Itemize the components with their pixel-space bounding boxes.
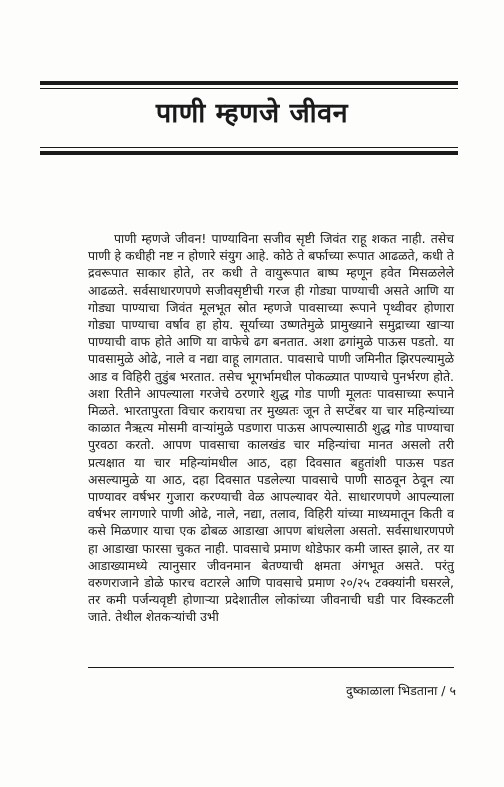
header-rule-thick <box>40 81 458 85</box>
footer-rule <box>88 667 454 668</box>
page-title: पाणी म्हणजे जीवन <box>155 98 349 129</box>
title-rule-thick <box>40 151 458 155</box>
page-footer: दुष्काळाला भिडताना / ५ <box>346 683 456 698</box>
title-rule-thin <box>40 147 458 148</box>
body-paragraph <box>88 230 454 626</box>
header-rule-thin <box>40 88 458 89</box>
paragraph-text: पाणी म्हणजे जीवन! पाण्याविना सजीव सृष्टी जिवंत राहू शकत नाही. तसेच पाणी हे कधीही नष्ट न होणारे संयुग आहे. कोठे ते बर्फाच्या रूपात आढळते, कधी ते द्रवरूपात साकार होते, तर कधी ते वायुरूपात बाष्प म्हणून हवेत मिसळलेले आढळते. सर्वसाधारणपणे सजीवसृष्टीची गरज ही गोड्या पाण्याची असते आणि या गोड्या पाण्याचा जिवंत मूलभूत स्रोत म्हणजे पावसाच्या रूपाने पृथ्वीवर होणारा गोड्या पाण्याचा वर्षाव हा होय. सूर्याच्या उष्णतेमुळे प्रामुख्याने समुद्राच्या खाऱ्या पाण्याची वाफ होते आणि या वाफेचे ढग बनतात. अशा ढगांमुळे पाऊस पडतो. या पावसामुळे ओढे, नाले व नद्या वाहू लागतात. पावसाचे पाणी जमिनीत झिरपल्यामुळे आड व विहिरी तुडुंब भरतात. तसेच भूगर्भामधील पोकळ्यात पाण्याचे पुनर्भरण होते. अशा रितीने आपल्याला गरजेचे ठरणारे शुद्ध गोड पाणी मूलतः पावसाच्या रूपाने मिळते. भारतापुरता विचार करायचा तर मुख्यतः जून ते सप्टेंबर या चार महिन्यांच्या काळात नैऋत्य मोसमी वाऱ्यांमुळे पडणारा पाऊस आपल्यासाठी शुद्ध गोड पाण्याचा पुरवठा करतो. आपण पावसाचा कालखंड चार महिन्यांचा मानत असलो तरी प्रत्यक्षात या चार महिन्यांमधील आठ, दहा दिवसात बहुतांशी पाऊस पडत असल्यामुळे या आठ, दहा दिवसात पडलेल्या पावसाचे पाणी साठवून ठेवून त्या पाण्यावर वर्षभर गुजारा करण्याची वेळ आपल्यावर येते. साधारणपणे आपल्याला वर्षभर लागणारे पाणी ओढे, नाले, नद्या, तलाव, विहिरी यांच्या माध्यमातून किती व कसे मिळणार याचा एक ढोबळ आडाखा आपण बांधलेला असतो. सर्वसाधारणपणे हा आडाखा फारसा चुकत नाही. पावसाचे प्रमाण थोडेफार कमी जास्त झाले, तर या आडाख्यामध्ये त्यानुसार जीवनमान बेतण्याची क्षमता अंगभूत असते. परंतु वरुणराजाने डोळे फारच वटारले आणि पावसाचे प्रमाण २०/२५ टक्क्यांनी घसरले, तर कमी पर्जन्यवृष्टी होणाऱ्या प्रदेशातील लोकांच्या जीवनाची घडी पार विस्कटली जाते. तेथील शेतकऱ्यांची उभी <box>88 231 455 625</box>
